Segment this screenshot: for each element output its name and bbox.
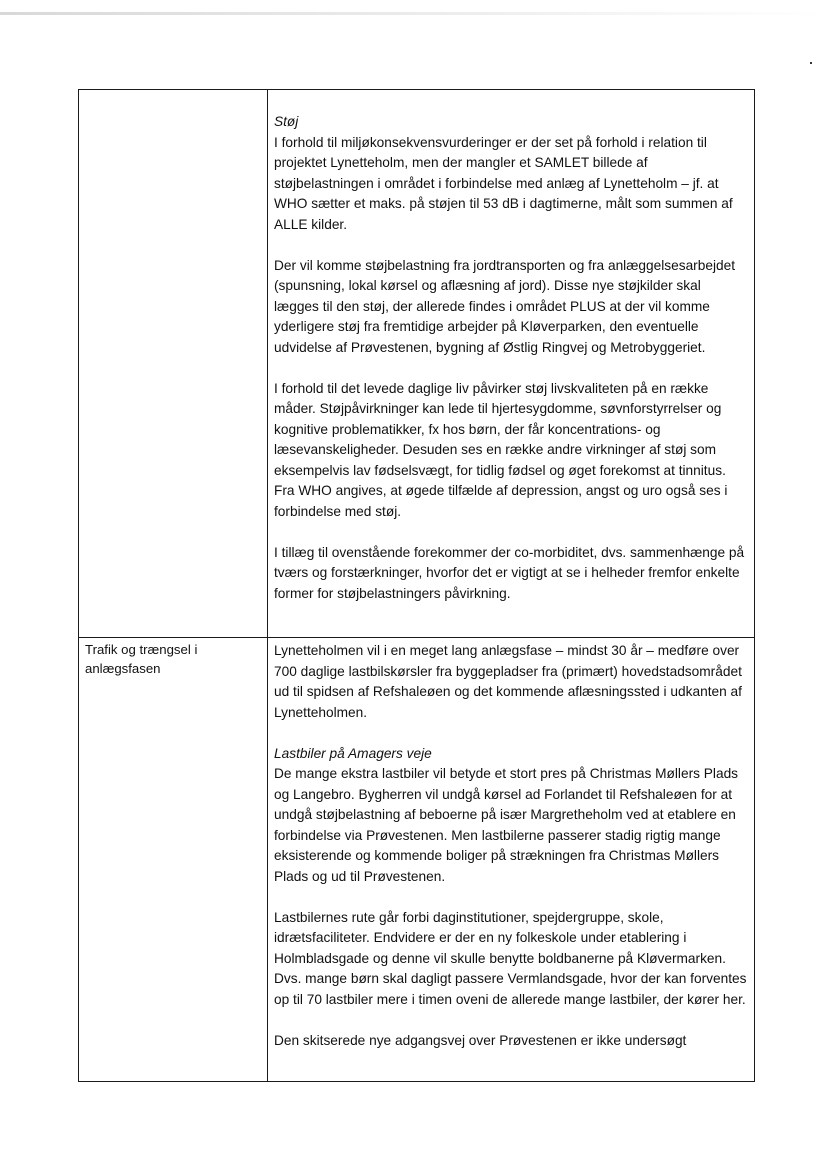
row-label-traffic: Trafik og trængsel i anlægsfasen <box>79 638 268 1082</box>
section-heading-trucks: Lastbiler på Amagers veje <box>274 745 432 761</box>
paragraph-traffic-1 <box>274 641 748 723</box>
scan-speck <box>810 62 812 64</box>
paragraph-text: Lastbilernes rute går forbi daginstitutioner, spejdergruppe, skole, idrætsfaciliteter. Endvidere er der en ny folkeskole under etablering i Holmbladsgade og denne vil skulle benytte boldbanerne på Kløvermarken. Dvs. mange børn skal dagligt passere Vermlandsgade, hvor der kan forventes op til 70 lastbiler mere i timen oveni de allerede mange lastbiler, der kører her. <box>274 909 747 1007</box>
paragraph-text: I forhold til det levede daglige liv påvirker støj livskvaliteten på en række måder. Støjpåvirkninger kan lede til hjertesygdomme, søvnforstyrrelser og kognitive problematikker, fx hos børn, der får koncentrations- og læsevanskeligheder. Desuden ses en række andre virkninger af støj som eksempelvis lav fødselsvægt, for tidlig fødsel og øget forekomst at tinnitus. Fra WHO angives, at øgede tilfælde af depression, angst og uro også ses i forbindelse med støj. <box>274 380 728 519</box>
paragraph-noise-1 <box>274 112 748 235</box>
row-content-traffic <box>268 638 755 1082</box>
paragraph-traffic-4 <box>274 1031 748 1052</box>
document-table <box>78 89 755 1082</box>
paragraph-text: Lynetteholmen vil i en meget lang anlægsfase – mindst 30 år – medføre over 700 daglige lastbilskørsler fra byggepladser fra (primært) hovedstadsområdet ud til spidsen af Refshaleøen og det kommende aflæsningssted i udkanten af Lynetteholmen. <box>274 643 742 720</box>
scan-edge-shadow <box>0 12 828 15</box>
paragraph-text: Der vil komme støjbelastning fra jordtransporten og fra anlæggelsesarbejdet (spunsning, lokal kørsel og aflæsning af jord). Disse nye støjkilder skal lægges til den støj, der allerede findes i området PLUS at der vil komme yderligere støj fra fremtidige arbejder på Kløverparken, den eventuelle udvidelse af Prøvestenen, bygning af Østlig Ringvej og Metrobyggeriet. <box>274 257 736 355</box>
paragraph-traffic-3 <box>274 908 748 1011</box>
paragraph-text: I forhold til miljøkonsekvensvurderinger er der set på forhold i relation til projektet Lynetteholm, men der mangler et SAMLET billede af støjbelastningen i området i forbindelse med anlæg af Lynetteholm – jf. at WHO sætter et maks. på støjen til 53 dB i dagtimerne, målt som summen af ALLE kilder. <box>274 134 733 232</box>
paragraph-text: De mange ekstra lastbiler vil betyde et stort pres på Christmas Møllers Plads og Langebro. Bygherren vil undgå kørsel ad Forlandet til Refshaleøen for at undgå støjbelastning af beboerne på især Margretheholm ved at etablere en forbindelse via Prøvestenen. Men lastbilerne passerer stadig rigtig mange eksisterende og kommende boliger på strækningen fra Christmas Møllers Plads og ud til Prøvestenen. <box>274 766 739 884</box>
paragraph-noise-4 <box>274 543 748 605</box>
row-content-noise <box>268 90 755 638</box>
table-row-traffic <box>79 638 755 1082</box>
section-heading-noise: Støj <box>274 114 299 129</box>
paragraph-text: I tillæg til ovenstående forekommer der co-morbiditet, dvs. sammenhænge på tværs og forstærkninger, hvorfor det er vigtigt at se i helheder fremfor enkelte former for støjbelastningers påvirkning. <box>274 544 745 601</box>
row-label-noise <box>79 90 268 638</box>
paragraph-noise-3 <box>274 379 748 523</box>
table-row-noise <box>79 90 755 638</box>
paragraph-noise-2 <box>274 256 748 359</box>
paragraph-text: Den skitserede nye adgangsvej over Prøvestenen er ikke undersøgt <box>274 1032 687 1048</box>
paragraph-traffic-2 <box>274 744 748 888</box>
